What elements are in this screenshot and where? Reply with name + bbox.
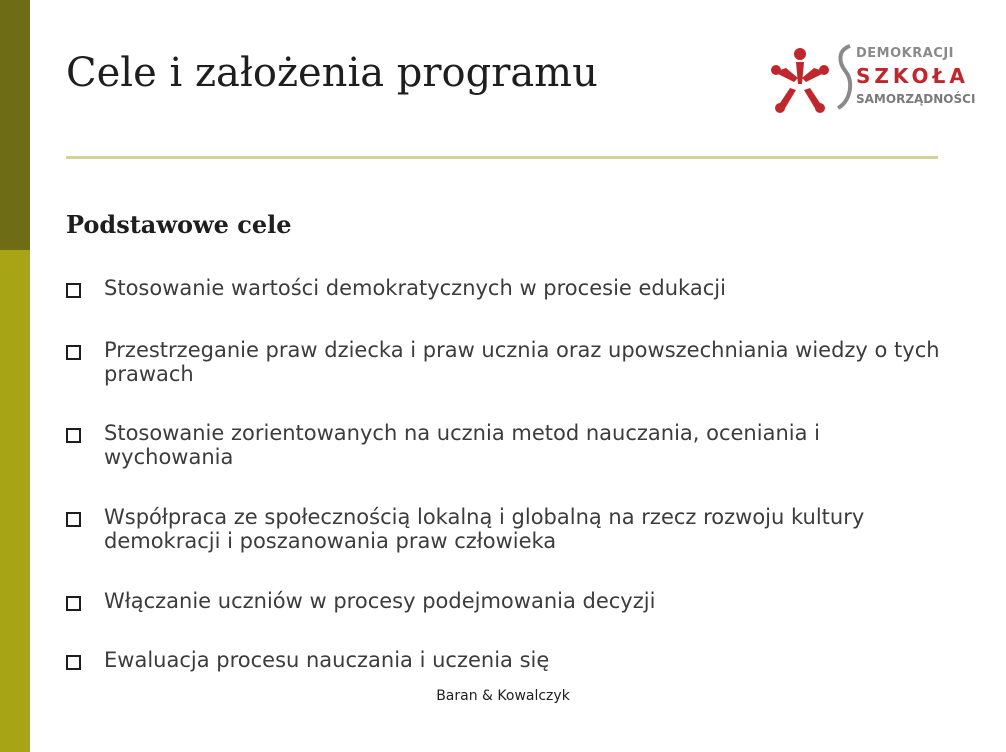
bullet-text: Stosowanie wartości demokratycznych w procesie edukacji [104,276,726,300]
slide-title: Cele i założenia programu [66,50,598,96]
logo-text-line3: SAMORZĄDNOŚCI [856,92,976,106]
bullet-text: Ewaluacja procesu nauczania i uczenia się [104,648,550,672]
star-figures-icon [768,44,832,114]
school-logo [768,40,976,116]
section-heading: Podstawowe cele [66,210,292,239]
logo-text-line1: DEMOKRACJI [856,46,955,61]
bullet-text: Stosowanie zorientowanych na ucznia metod nauczania, oceniania i wychowania [104,421,820,469]
sidebar-accent-light [0,250,30,752]
square-bullet-icon [66,283,81,298]
bullet-text: Współpraca ze społecznością lokalną i globalną na rzecz rozwoju kultury demokracji i poszanowania praw człowieka [104,505,865,553]
bullet-text: Przestrzeganie praw dziecka i praw ucznia oraz upowszechniania wiedzy o tych prawach [104,338,940,386]
logo-bracket-icon [834,42,854,112]
sidebar-accent-dark [0,0,30,250]
footer-authors: Baran & Kowalczyk [436,688,570,704]
square-bullet-icon [66,596,81,611]
square-bullet-icon [66,345,81,360]
logo-text-line2: SZKOŁA [856,64,969,88]
square-bullet-icon [66,428,81,443]
square-bullet-icon [66,512,81,527]
square-bullet-icon [66,655,81,670]
bullet-text: Włączanie uczniów w procesy podejmowania decyzji [104,589,656,613]
title-divider [66,156,938,159]
